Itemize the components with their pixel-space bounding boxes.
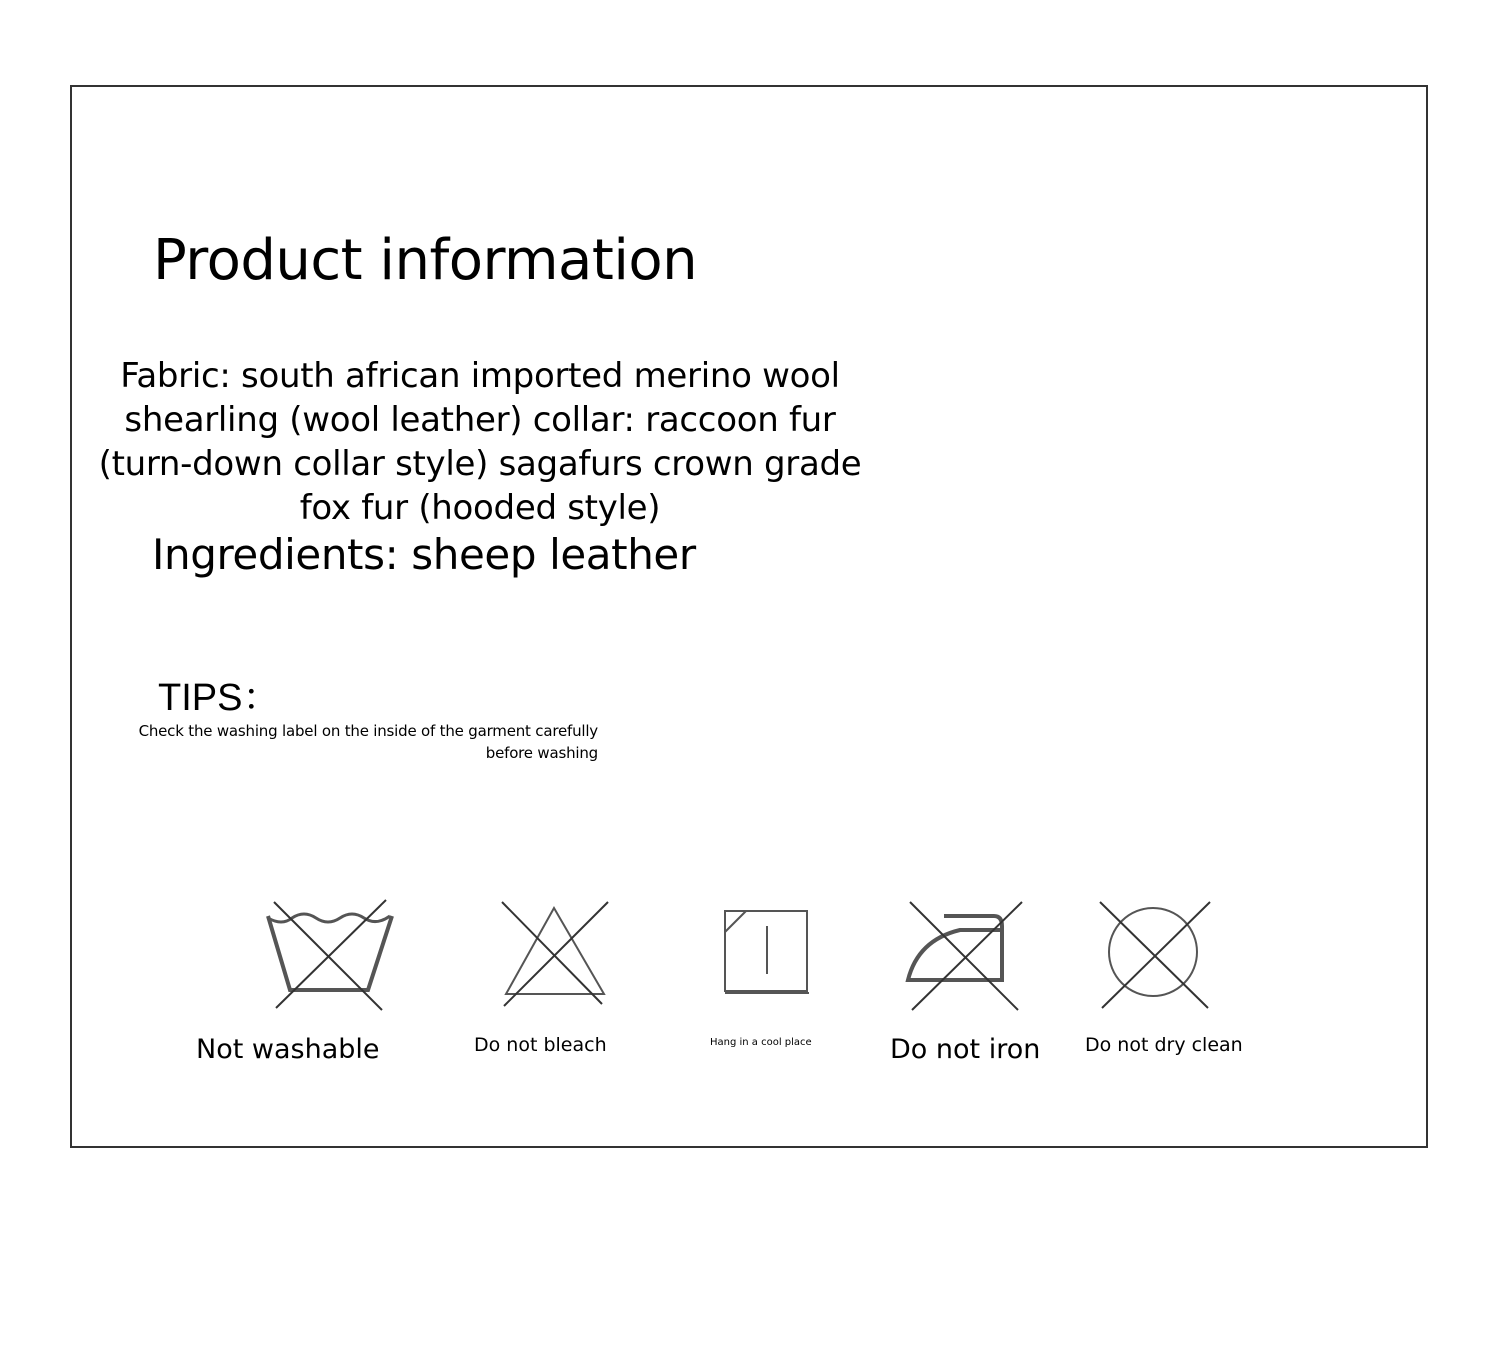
fabric-description: Fabric: south african imported merino wool shearling (wool leather) collar: raccoon fur (turn-down collar style) sagafurs crown grade fox fur (hooded style) — [98, 356, 862, 528]
hang-dry-label: Hang in a cool place — [710, 1037, 812, 1048]
page-title: Product information — [153, 228, 698, 293]
tips-text: Check the washing label on the inside of the garment carefully before washing — [138, 722, 598, 762]
do-not-bleach-icon — [498, 900, 610, 1008]
hang-dry-icon — [722, 908, 812, 996]
ingredients-text: Ingredients: sheep leather — [152, 530, 696, 579]
do-not-bleach-label: Do not bleach — [474, 1034, 607, 1056]
do-not-iron-label: Do not iron — [890, 1034, 1041, 1065]
tips-heading: TIPS： — [158, 677, 281, 719]
do-not-dry-clean-icon — [1098, 900, 1212, 1010]
not-washable-icon — [262, 898, 398, 1012]
not-washable-label: Not washable — [196, 1034, 380, 1065]
do-not-dry-clean-label: Do not dry clean — [1085, 1034, 1243, 1056]
do-not-iron-icon — [902, 900, 1026, 1012]
